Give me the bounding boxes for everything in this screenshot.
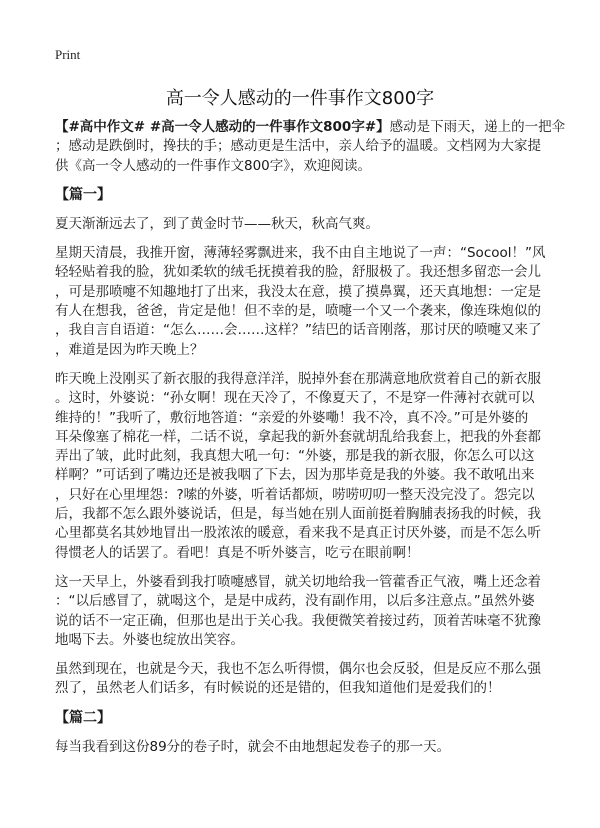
paragraph bbox=[55, 573, 555, 650]
text-line: 耳朵像塞了棉花一样，二话不说，拿起我的新外套就胡乱给我套上，把我的外套都 bbox=[55, 428, 541, 445]
text-line: 轻轻贴着我的脸，犹如柔软的绒毛抚摸着我的脸，舒服极了。我还想多留恋一会儿 bbox=[55, 264, 541, 281]
text-line: 弄出了皱，此时此刻，我真想大吼一句：“外婆，那是我的新衣服，你怎么可以这 bbox=[55, 448, 535, 465]
paragraph bbox=[55, 244, 555, 360]
paragraph bbox=[55, 660, 555, 699]
text-line: 。这时，外婆说：“孙女啊！现在天冷了，不像夏天了，不是穿一件薄衬衣就可以 bbox=[55, 390, 535, 407]
intro-line: 供《高一令人感动的一件事作文800字》，欢迎阅读。 bbox=[55, 157, 372, 174]
text-line: 后，我都不怎么跟外婆说话，但是，每当她在别人面前挺着胸脯表扬我的时候，我 bbox=[55, 506, 541, 523]
text-line: ，可是那喷嚏不知趣地打了出来，我没太在意，摸了摸鼻翼，还天真地想：一定是 bbox=[55, 283, 541, 300]
intro-tags: 【#高中作文# #高一令人感动的一件事作文800字#】 bbox=[55, 119, 390, 135]
text-line: 样啊？”可话到了嘴边还是被我咽了下去，因为那毕竟是我的外婆。我不敢吼出来 bbox=[55, 467, 535, 484]
text-line: 虽然到现在，也就是今天，我也不怎么听得惯，偶尔也会反驳，但是反应不那么强 bbox=[55, 661, 541, 678]
text-line: 烈了，虽然老人们话多，有时候说的还是错的，但我知道他们是爱我们的！ bbox=[55, 680, 501, 697]
text-line: 星期天清晨，我推开窗，薄薄轻雾飘进来，我不由自主地说了一声：“Socool！”风 bbox=[55, 245, 546, 262]
paragraph bbox=[55, 370, 555, 563]
text-line: 夏天渐渐远去了，到了黄金时节——秋天，秋高气爽。 bbox=[55, 215, 379, 232]
text-line: 昨天晚上没刚买了新衣服的我得意洋洋，脱掉外套在那满意地欣赏着自己的新衣服 bbox=[55, 370, 541, 387]
page-title: 高一令人感动的一件事作文800字 bbox=[165, 88, 435, 109]
text-line: 维持的！”我听了，敷衍地答道：“亲爱的外婆嘞！我不冷，真不冷。”可是外婆的 bbox=[55, 409, 529, 426]
text-line: 说的话不一定正确，但那也是出于关心我。我便微笑着接过药，顶着苦味毫不犹豫 bbox=[55, 612, 541, 629]
paragraph bbox=[55, 215, 555, 234]
intro-line: ；感动是跌倒时，搀扶的手；感动更是生活中，亲人给予的温暖。文档网为大家提 bbox=[55, 138, 541, 155]
print-link[interactable]: Print bbox=[55, 47, 81, 62]
text-line: 心里都莫名其妙地冒出一股浓浓的暖意，看来我不是真正讨厌外婆，而是不怎么听 bbox=[55, 525, 541, 542]
intro-paragraph bbox=[55, 118, 566, 176]
text-line: 每当我看到这份89分的卷子时，就会不由地想起发卷子的那一天。 bbox=[55, 738, 451, 755]
text-line: 有人在想我，爸爸，肯定是他！但不幸的是，喷嚏一个又一个袭来，像连珠炮似的 bbox=[55, 303, 541, 320]
text-line: 这一天早上，外婆看到我打喷嚏感冒，就关切地给我一管藿香正气液，嘴上还念着 bbox=[55, 573, 541, 590]
text-line: ，我自言自语道：“怎么……会……这样？”结巴的话音刚落，那讨厌的喷嚏又来了 bbox=[55, 322, 542, 339]
text-line: ，只好在心里埋怨：?嗦的外婆，听着话都烦，唠唠叨叨一整天没完没了。怨完以 bbox=[55, 486, 535, 503]
text-line: ：“以后感冒了，就喝这个，是是中成药，没有副作用，以后多注意点。”虽然外婆 bbox=[55, 593, 535, 610]
paragraph bbox=[55, 738, 555, 757]
intro-line bbox=[55, 118, 566, 137]
section-heading: 【篇二】 bbox=[55, 709, 111, 726]
text-line: ，难道是因为昨天晚上？ bbox=[55, 341, 204, 358]
text-line: 地喝下去。外婆也绽放出笑容。 bbox=[55, 631, 244, 648]
text-line: 得惯老人的话罢了。看吧！真是不听外婆言，吃亏在眼前啊！ bbox=[55, 544, 420, 561]
article-body bbox=[55, 118, 566, 767]
intro-text: 感动是下雨天，递上的一把伞 bbox=[389, 119, 566, 135]
section-heading: 【篇一】 bbox=[55, 186, 111, 203]
